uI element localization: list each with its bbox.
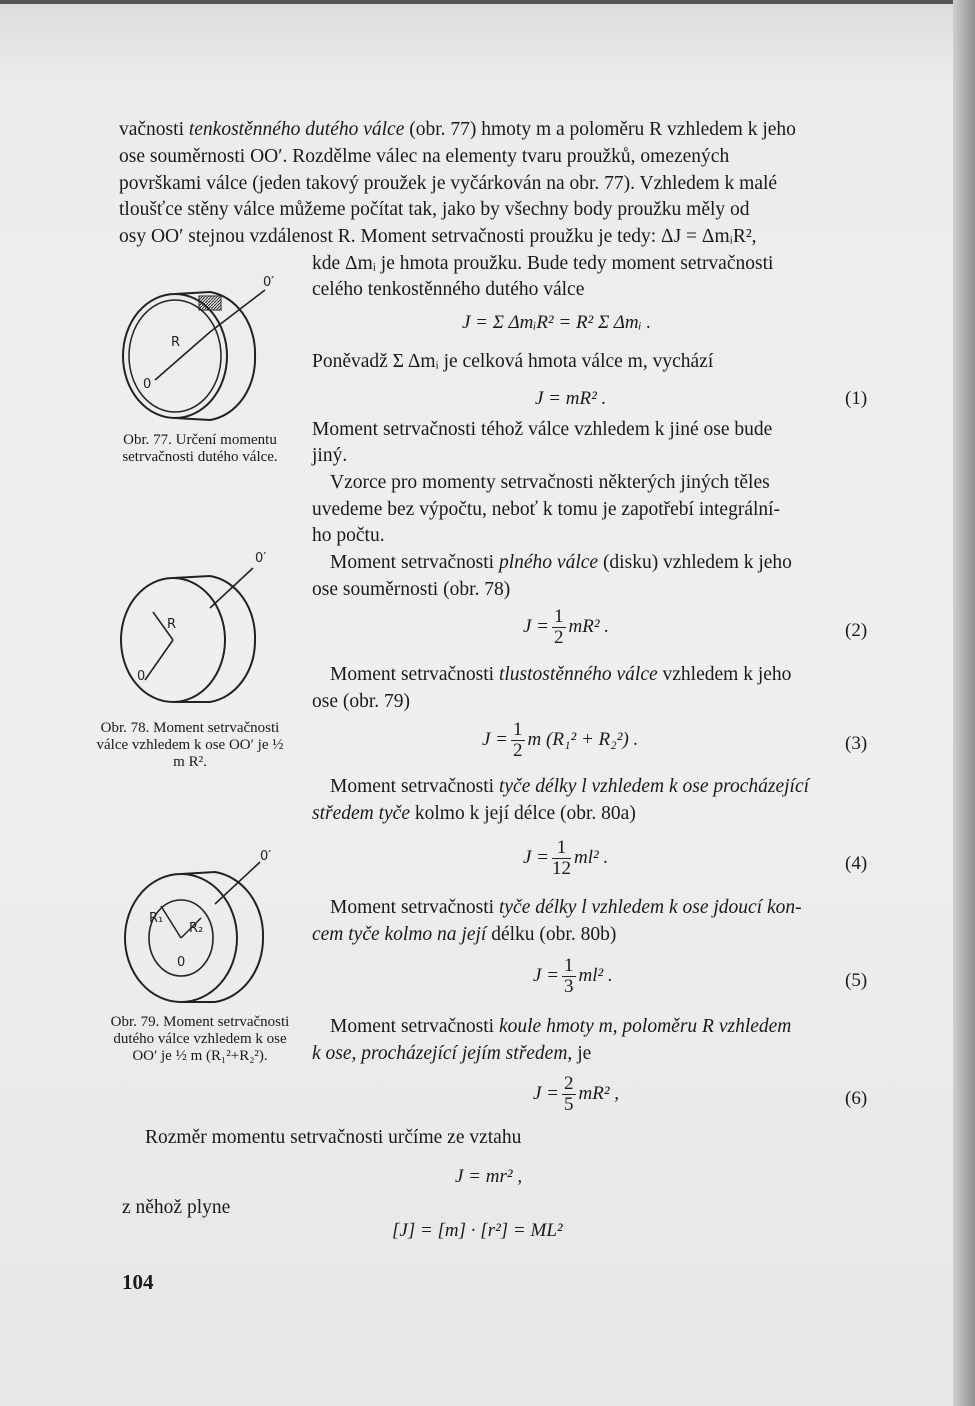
text-line-21 <box>312 922 616 948</box>
equation-sum: J = Σ ΔmᵢR² = R² Σ Δmᵢ . <box>462 312 652 333</box>
text-span: délku (obr. 80b) <box>486 924 617 945</box>
text-line-12: uvedeme bez výpočtu, neboť k tomu je zapotřebí integrální- <box>312 499 781 520</box>
fig78-label-axis: 0′ <box>255 551 267 566</box>
text-line-14 <box>330 550 792 576</box>
page-edge-shadow <box>953 0 975 1406</box>
text-span-italic: tyče délky l vzhledem k ose jdoucí kon- <box>498 897 802 918</box>
fig79-label-r1: R₁ <box>149 911 164 926</box>
text-line-11: Vzorce pro momenty setrvačnosti některých jiných těles <box>330 472 770 493</box>
equation-4-number: (4) <box>845 853 868 874</box>
fig79-label-axis: 0′ <box>260 849 272 864</box>
fig77-label-o: 0 <box>143 377 152 392</box>
eq-lhs: J = <box>533 1082 560 1104</box>
text-line-6: kde Δmᵢ je hmota proužku. Bude tedy moment setrvačnosti <box>312 253 774 274</box>
numerator: 1 <box>513 719 523 740</box>
text-line-17: ose (obr. 79) <box>312 691 411 712</box>
text-line-16 <box>330 662 791 688</box>
top-edge <box>0 0 975 4</box>
text-line-5: osy OO′ stejnou vzdálenost R. Moment setrvačnosti proužku je tedy: ΔJ = ΔmᵢR², <box>119 226 757 247</box>
eq-rhs: ml² . <box>578 964 613 986</box>
equation-1-number: (1) <box>845 388 868 409</box>
text-span: je <box>572 1043 592 1064</box>
eq-rhs: mR² . <box>568 615 610 637</box>
text-line-24: Rozměr momentu setrvačnosti určíme ze vztahu <box>145 1127 522 1148</box>
fraction <box>552 607 566 648</box>
fig78-lower-line <box>145 640 173 680</box>
denominator: 12 <box>552 858 572 879</box>
eq-lhs: J = <box>523 615 550 637</box>
text-line-20 <box>330 895 802 921</box>
text-line-18 <box>330 774 809 800</box>
fig77-label-axis: 0′ <box>263 275 275 290</box>
text-line-15: ose souměrnosti (obr. 78) <box>312 579 511 600</box>
eq-rhs: ml² . <box>574 846 609 868</box>
equation-3 <box>482 720 638 761</box>
figure-79-caption: Obr. 79. Moment setrvačnosti dutého válce vzhledem k ose OO′ je ½ m (R₁²+R₂²). <box>110 1014 290 1064</box>
equation-7: J = mr² , <box>455 1166 523 1187</box>
denominator: 5 <box>564 1094 574 1115</box>
fig79-radius-r1 <box>161 906 181 938</box>
page-number: 104 <box>122 1270 154 1294</box>
numerator: 1 <box>552 838 571 859</box>
text-span: Moment setrvačnosti <box>330 776 499 797</box>
equation-5 <box>533 956 613 997</box>
text-line-23 <box>312 1041 591 1067</box>
text-span-italic: plného válce <box>498 552 599 573</box>
text-line-7: celého tenkostěnného dutého válce <box>312 279 585 300</box>
eq-lhs: J = <box>482 728 509 750</box>
equation-1: J = mR² . <box>535 388 607 409</box>
fig77-cylinder-body <box>175 292 255 420</box>
eq-rhs: m (R₁² + R₂²) . <box>527 728 639 750</box>
equation-2-number: (2) <box>845 620 868 641</box>
text-span-italic: koule hmoty m, poloměru R vzhledem <box>498 1016 792 1037</box>
equation-8: [J] = [m] · [r²] = ML² <box>392 1220 563 1241</box>
fraction <box>511 720 525 761</box>
equation-5-number: (5) <box>845 970 868 991</box>
denominator: 2 <box>554 627 564 648</box>
figure-78-diagram <box>115 540 295 710</box>
text-span-italic: tenkostěnného dutého válce <box>188 119 405 140</box>
text-span-italic: cem tyče kolmo na její <box>312 924 487 945</box>
fig78-label-o: 0 <box>137 669 146 684</box>
eq-lhs: J = <box>523 846 550 868</box>
fig79-label-r2: R₂ <box>189 921 204 936</box>
fig78-cylinder-body <box>173 576 255 702</box>
fig77-hatched-strip <box>199 296 221 310</box>
figure-78-caption: Obr. 78. Moment setrvačnosti válce vzhledem k ose OO′ je ½ m R². <box>96 720 284 770</box>
text-span: (obr. 77) hmoty m a poloměru R vzhledem k jeho <box>404 119 796 140</box>
text-span: Moment setrvačnosti <box>330 552 499 573</box>
fig79-label-o: 0 <box>177 955 186 970</box>
fig77-label-r: R <box>171 335 181 350</box>
fig77-inner-ring <box>129 300 221 412</box>
denominator: 3 <box>564 976 574 997</box>
text-line-8: Poněvadž Σ Δmᵢ je celková hmota válce m, vychází <box>312 351 714 372</box>
fig77-radius-line <box>155 332 210 380</box>
text-span: Moment setrvačnosti <box>330 664 499 685</box>
text-span: Moment setrvačnosti <box>330 897 499 918</box>
text-span: kolmo k její délce (obr. 80a) <box>410 803 636 824</box>
text-line-10: jiný. <box>312 445 348 466</box>
eq-lhs: J = <box>533 964 560 986</box>
text-line-2: ose souměrnosti OO′. Rozdělme válec na elementy tvaru proužků, omezených <box>119 146 730 167</box>
text-line-3: površkami válce (jeden takový proužek je vyčárkován na obr. 77). Vzhledem k malé <box>119 173 778 194</box>
text-span-italic: středem tyče <box>312 803 410 824</box>
text-span: vačnosti <box>119 119 189 140</box>
equation-6 <box>533 1074 619 1115</box>
text-line-25: z něhož plyne <box>122 1197 231 1218</box>
fig78-label-r: R <box>167 617 177 632</box>
numerator: 1 <box>554 606 564 627</box>
numerator: 1 <box>564 955 574 976</box>
text-line-9: Moment setrvačnosti téhož válce vzhledem k jiné ose bude <box>312 419 773 440</box>
text-span-italic: tlustostěnného válce <box>498 664 658 685</box>
text-line-19 <box>312 801 636 827</box>
fig77-front-ring <box>123 294 227 418</box>
equation-6-number: (6) <box>845 1088 868 1109</box>
fraction <box>552 838 571 879</box>
text-span: vzhledem k jeho <box>657 664 792 685</box>
eq-rhs: mR² , <box>578 1082 620 1104</box>
equation-3-number: (3) <box>845 733 868 754</box>
text-line-22 <box>330 1014 791 1040</box>
figure-77-caption: Obr. 77. Určení momentu setrvačnosti dutého válce. <box>122 432 278 465</box>
text-line-1 <box>119 117 796 143</box>
text-span: (disku) vzhledem k jeho <box>598 552 792 573</box>
fraction <box>562 1074 576 1115</box>
text-line-4: tloušťce stěny válce můžeme počítat tak, jako by všechny body proužku měly od <box>119 199 750 220</box>
equation-2 <box>523 607 609 648</box>
text-line-13: ho počtu. <box>312 525 385 546</box>
text-span: Moment setrvačnosti <box>330 1016 499 1037</box>
numerator: 2 <box>564 1073 574 1094</box>
figure-79-diagram <box>115 848 295 1008</box>
fraction <box>562 956 576 997</box>
denominator: 2 <box>513 740 523 761</box>
text-span-italic: tyče délky l vzhledem k ose procházející <box>498 776 810 797</box>
figure-77-diagram <box>115 270 295 430</box>
equation-4 <box>523 838 608 879</box>
text-span-italic: k ose, procházející jejím středem, <box>312 1043 573 1064</box>
